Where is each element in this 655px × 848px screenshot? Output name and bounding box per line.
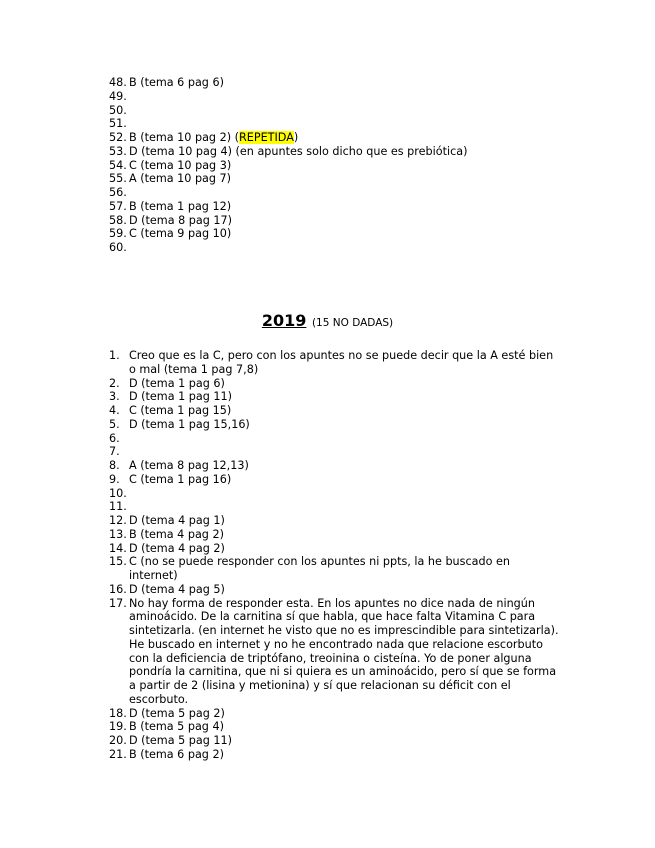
item-answer bbox=[129, 500, 561, 514]
item-number: 51. bbox=[109, 117, 127, 131]
section-heading bbox=[0, 310, 655, 334]
item-answer: C (tema 1 pag 15) bbox=[129, 404, 232, 417]
list-item bbox=[109, 555, 561, 583]
list-item bbox=[109, 145, 561, 159]
item-number: 2. bbox=[109, 376, 120, 390]
item-number: 49. bbox=[109, 89, 127, 103]
item-number: 59. bbox=[109, 227, 127, 241]
list-item bbox=[109, 597, 561, 707]
item-answer: D (tema 1 pag 11) bbox=[129, 390, 233, 404]
list-item bbox=[109, 404, 561, 418]
item-answer: C (tema 10 pag 3) bbox=[129, 158, 232, 172]
list-item bbox=[109, 214, 561, 228]
item-answer bbox=[129, 90, 561, 104]
list-item bbox=[109, 104, 561, 118]
item-number: 50. bbox=[109, 103, 127, 117]
item-number: 52. bbox=[109, 131, 127, 144]
highlight-mark: REPETIDA bbox=[239, 131, 294, 144]
section-note: (15 NO DADAS) bbox=[311, 317, 394, 329]
item-number: 54. bbox=[109, 158, 127, 172]
list-item bbox=[109, 528, 561, 542]
item-answer: B (tema 1 pag 12) bbox=[129, 199, 232, 213]
list-item bbox=[109, 514, 561, 528]
list-item bbox=[109, 159, 561, 173]
item-answer bbox=[129, 117, 561, 131]
item-answer: C (tema 1 pag 16) bbox=[129, 472, 232, 486]
item-answer bbox=[129, 487, 561, 501]
item-number: 55. bbox=[109, 172, 127, 186]
item-number: 9. bbox=[109, 472, 120, 486]
item-answer-text: B (tema 10 pag 2) ( bbox=[129, 131, 239, 144]
item-answer: D (tema 4 pag 5) bbox=[129, 582, 225, 596]
item-answer: A (tema 10 pag 7) bbox=[129, 172, 232, 186]
list-item bbox=[109, 445, 561, 459]
item-answer: D (tema 1 pag 15,16) bbox=[129, 417, 250, 431]
item-number: 20. bbox=[109, 734, 127, 747]
item-number: 57. bbox=[109, 199, 127, 213]
item-answer: C (no se puede responder con los apuntes ni ppts, la he buscado en internet) bbox=[129, 555, 510, 582]
item-answer-text-end: ) bbox=[293, 131, 299, 144]
list-item bbox=[109, 418, 561, 432]
item-number: 48. bbox=[109, 76, 127, 89]
list-item bbox=[109, 117, 561, 131]
list-item bbox=[109, 377, 561, 391]
list-item bbox=[109, 349, 561, 377]
list-item bbox=[109, 473, 561, 487]
item-number: 19. bbox=[109, 720, 127, 734]
item-number: 16. bbox=[109, 582, 127, 596]
item-answer: B (tema 6 pag 2) bbox=[129, 747, 224, 761]
list-item bbox=[109, 432, 561, 446]
item-answer: C (tema 9 pag 10) bbox=[129, 227, 232, 241]
item-answer: D (tema 5 pag 2) bbox=[129, 706, 225, 720]
list-item bbox=[109, 734, 561, 748]
item-number: 18. bbox=[109, 706, 127, 720]
list-item bbox=[109, 748, 561, 762]
list-item bbox=[109, 720, 561, 734]
item-answer: B (tema 6 pag 6) bbox=[129, 76, 224, 89]
item-answer: D (tema 8 pag 17) bbox=[129, 213, 233, 227]
item-number: 10. bbox=[109, 486, 127, 500]
list-item bbox=[109, 500, 561, 514]
item-answer bbox=[129, 131, 561, 145]
item-answer: D (tema 1 pag 6) bbox=[129, 376, 225, 390]
item-answer: B (tema 5 pag 4) bbox=[129, 720, 224, 734]
list-item bbox=[109, 487, 561, 501]
list-item bbox=[109, 76, 561, 90]
list-item bbox=[109, 241, 561, 255]
list-item bbox=[109, 172, 561, 186]
item-number: 56. bbox=[109, 186, 127, 199]
item-answer bbox=[129, 241, 561, 255]
item-answer: D (tema 10 pag 4) (en apuntes solo dicho que es prebiótica) bbox=[129, 144, 468, 158]
list-item bbox=[109, 227, 561, 241]
item-answer bbox=[129, 104, 561, 118]
item-number: 3. bbox=[109, 390, 120, 404]
item-number: 58. bbox=[109, 213, 127, 227]
item-number: 14. bbox=[109, 541, 127, 555]
item-answer: Creo que es la C, pero con los apuntes no se puede decir que la A esté bien o mal (tema 1 pag 7,8) bbox=[129, 349, 554, 376]
list-item bbox=[109, 459, 561, 473]
list-item bbox=[109, 583, 561, 597]
item-number: 6. bbox=[109, 431, 120, 445]
item-number: 7. bbox=[109, 445, 120, 459]
answer-list-previous bbox=[109, 76, 561, 255]
list-item bbox=[109, 542, 561, 556]
item-answer bbox=[129, 186, 561, 200]
item-number: 53. bbox=[109, 144, 127, 158]
item-number: 17. bbox=[109, 596, 127, 610]
item-number: 1. bbox=[109, 349, 120, 362]
item-number: 13. bbox=[109, 527, 127, 541]
item-number: 11. bbox=[109, 500, 127, 514]
item-number: 15. bbox=[109, 555, 127, 569]
item-number: 5. bbox=[109, 417, 120, 431]
item-number: 21. bbox=[109, 747, 127, 761]
item-answer bbox=[129, 432, 561, 446]
item-answer: D (tema 4 pag 2) bbox=[129, 541, 225, 555]
item-number: 12. bbox=[109, 514, 127, 527]
list-item bbox=[109, 390, 561, 404]
item-number: 8. bbox=[109, 459, 120, 472]
section-year: 2019 bbox=[261, 311, 307, 330]
list-item bbox=[109, 707, 561, 721]
item-answer: No hay forma de responder esta. En los apuntes no dice nada de ningún aminoácido. De la carnitina sí que habla, que hace falta Vitamina C para sintetizarla. (en internet he visto que no es imprescindible para sintetizarla). He buscado en internet y no he encontrado nada que relacione escorbuto con la deficiencia de triptófano, treoinina o cisteína. Yo de poner alguna pondría la carnitina, que ni si quiera es un aminoácido, pero sí que se forma a partir de 2 (lisina y metionina) y sí que relacionan su déficit con el escorbuto. bbox=[129, 596, 559, 706]
item-answer: D (tema 5 pag 11) bbox=[129, 734, 233, 747]
item-answer bbox=[129, 445, 561, 459]
item-number: 60. bbox=[109, 241, 127, 254]
item-answer: B (tema 4 pag 2) bbox=[129, 527, 224, 541]
item-answer: A (tema 8 pag 12,13) bbox=[129, 459, 249, 472]
list-item bbox=[109, 186, 561, 200]
list-item bbox=[109, 131, 561, 145]
list-item bbox=[109, 200, 561, 214]
item-answer: D (tema 4 pag 1) bbox=[129, 514, 225, 527]
answer-list-2019 bbox=[109, 349, 561, 762]
list-item bbox=[109, 90, 561, 104]
item-number: 4. bbox=[109, 404, 120, 417]
